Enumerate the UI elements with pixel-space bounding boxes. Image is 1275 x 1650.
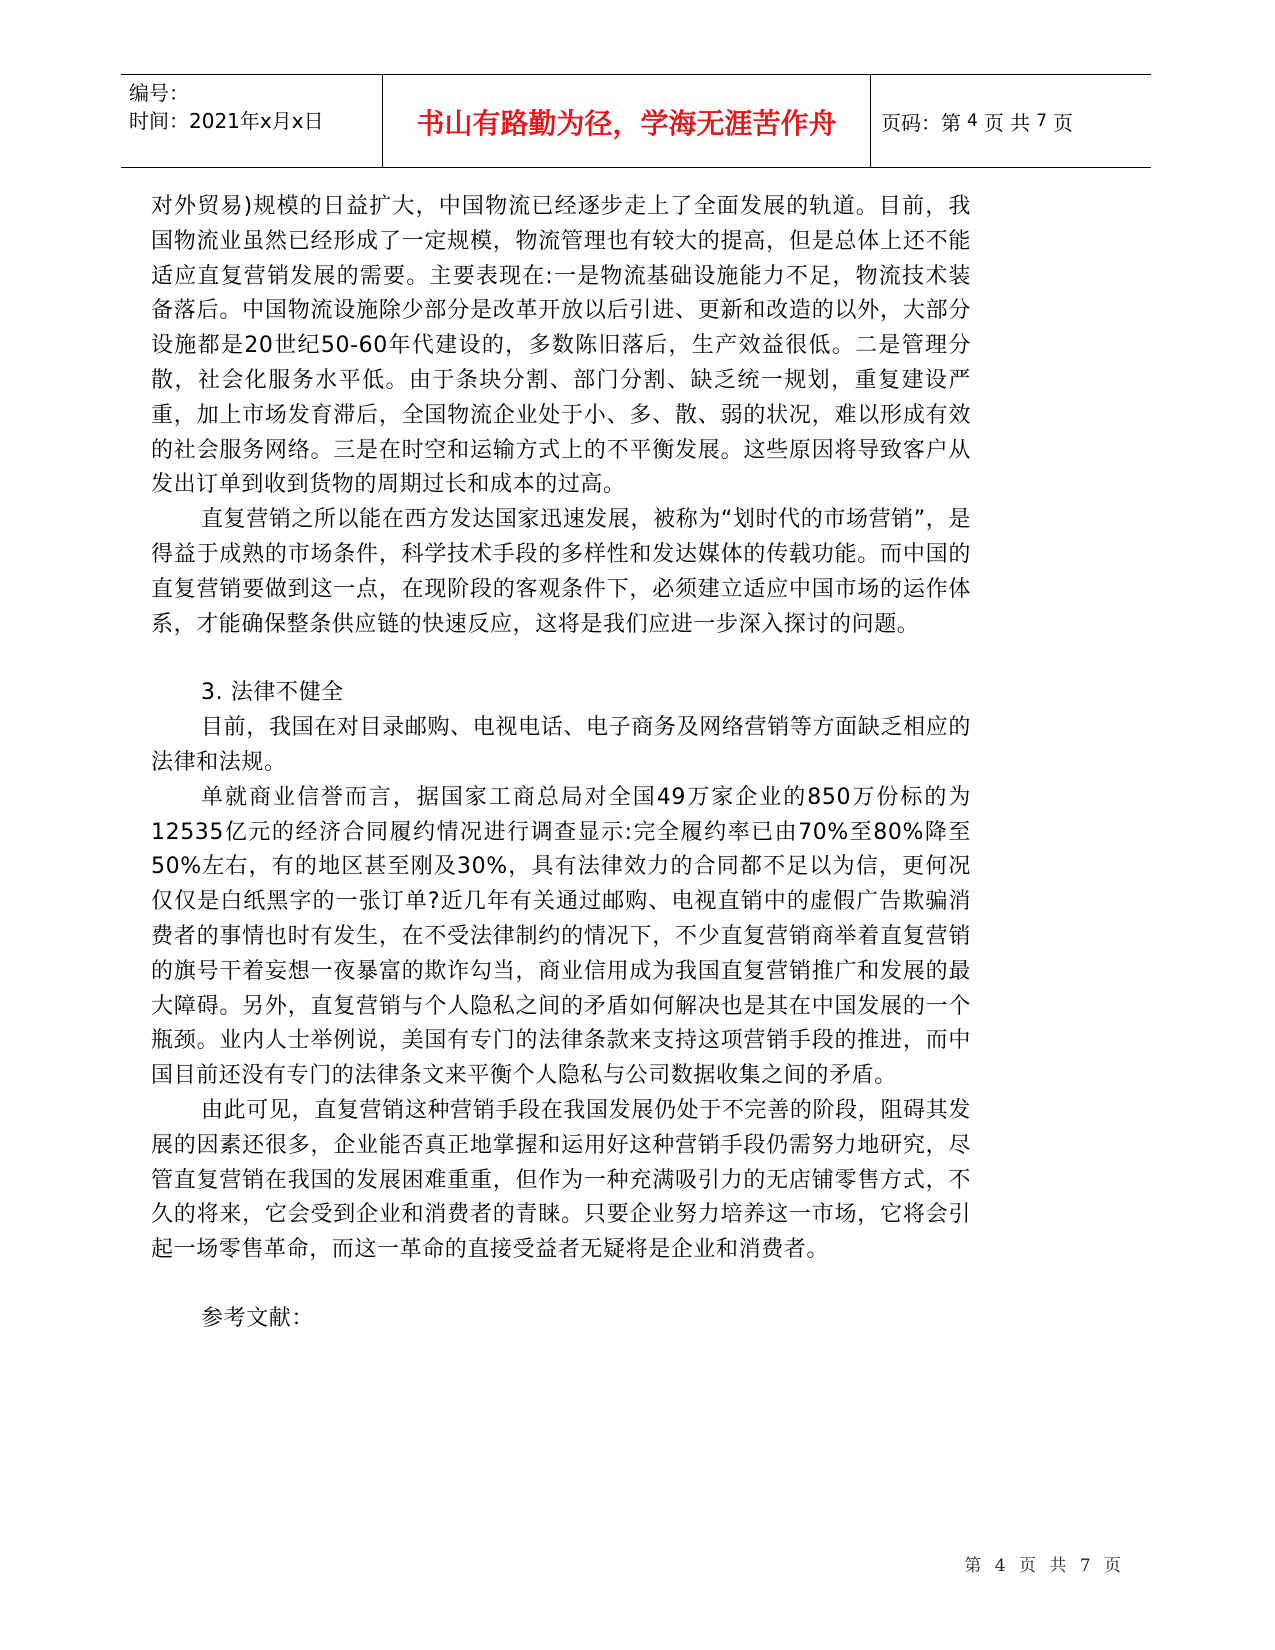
section-heading-law: 3. 法律不健全 — [201, 680, 344, 706]
paragraph-logistics: 对外贸易)规模的日益扩大，中国物流已经逐步走上了全面发展的轨道。目前，我国物流业虽然已经形成了一定规模，物流管理也有较大的提高，但是总体上还不能适应直复营销发展的需要。主要表现在:一是物流基础设施能力不足，物流技术装备落后。中国物流设施除少部分是改革开放以后引进、更新和改造的以外，大部分设施都是20世纪50-60年代建设的，多数陈旧落后，生产效益很低。二是管理分散，社会化服务水平低。由于条块分割、部门分割、缺乏统一规划，重复建设严重，加上市场发育滞后，全国物流企业处于小、多、散、弱的状况，难以形成有效的社会服务网络。三是在时空和运输方式上的不平衡发展。这些原因将导致客户从发出订单到收到货物的周期过长和成本的过高。 — [151, 194, 971, 498]
spacer — [151, 1268, 971, 1302]
paragraph-direct-marketing: 直复营销之所以能在西方发达国家迅速发展，被称为“划时代的市场营销”，是得益于成熟的市场条件，科学技术手段的多样性和发达媒体的传载功能。而中国的直复营销要做到这一点，在现阶段的客观条件下，必须建立适应中国市场的运作体系，才能确保整条供应链的快速反应，这将是我们应进一步深入探讨的问题。 — [151, 507, 971, 637]
document-number-label: 编号： — [129, 81, 189, 105]
paragraph-law-intro: 目前，我国在对目录邮购、电视电话、电子商务及网络营销等方面缺乏相应的法律和法规。 — [151, 715, 971, 775]
page-total: 7 — [1036, 111, 1048, 131]
page-current: 4 — [967, 111, 978, 131]
page-footer: 第 4 页 共 7 页 — [964, 1556, 1125, 1576]
header-motto: 书山有路勤为径，学海无涯苦作舟 — [383, 75, 871, 167]
page-suffix: 页 — [1053, 110, 1074, 135]
paragraph-credit: 单就商业信誉而言，据国家工商总局对全国49万家企业的850万份标的为12535亿元的经济合同履约情况进行调查显示:完全履约率已由70%至80%降至50%左右，有的地区甚至刚及30%，具有法律效力的合同都不足以为信，更何况仅仅是白纸黑字的一张订单?近几年有关通过邮购、电视直销中的虚假广告欺骗消费者的事情也时有发生，在不受法律制约的情况下，不少直复营销商举着直复营销的旗号干着妄想一夜暴富的欺诈勾当，商业信用成为我国直复营销推广和发展的最大障碍。另外，直复营销与个人隐私之间的矛盾如何解决也是其在中国发展的一个瓶颈。业内人士举例说，美国有专门的法律条款来支持这项营销手段的推进，而中国目前还没有专门的法律条文来平衡个人隐私与公司数据收集之间的矛盾。 — [151, 784, 971, 1089]
page-mid: 页 共 — [983, 110, 1031, 135]
page-header — [121, 74, 1151, 168]
spacer — [151, 642, 971, 676]
references-heading: 参考文献： — [201, 1305, 315, 1331]
paragraph-conclusion: 由此可见，直复营销这种营销手段在我国发展仍处于不完善的阶段，阻碍其发展的因素还很多，企业能否真正地掌握和运用好这种营销手段仍需努力地研究，尽管直复营销在我国的发展困难重重，但作为一种充满吸引力的无店铺零售方式，不久的将来，它会受到企业和消费者的青睐。只要企业努力培养这一市场，它将会引起一场零售革命，而这一革命的直接受益者无疑将是企业和消费者。 — [151, 1097, 971, 1263]
document-body — [151, 190, 971, 1337]
header-page-info — [871, 75, 1151, 167]
header-meta-cell — [121, 75, 383, 167]
page-prefix: 页码：第 — [881, 110, 961, 135]
document-time-label: 时间：2021年x月x日 — [129, 109, 324, 133]
